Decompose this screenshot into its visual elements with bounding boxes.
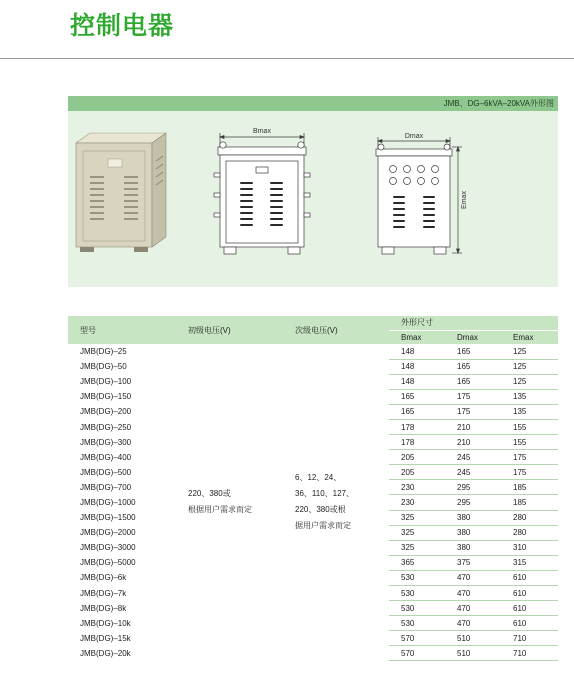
- col-header-dims-group: 外形尺寸: [389, 316, 558, 330]
- side-view-drawing: [376, 137, 462, 254]
- bmax-label: Bmax: [253, 128, 271, 135]
- emax-cell: 185: [501, 480, 558, 495]
- model-cell: JMB(DG)–1500: [68, 510, 176, 525]
- model-cell: JMB(DG)–1000: [68, 495, 176, 510]
- dmax-cell: 245: [445, 465, 501, 480]
- dmax-cell: 210: [445, 419, 501, 434]
- model-cell: JMB(DG)–200: [68, 404, 176, 419]
- model-cell: JMB(DG)–7k: [68, 586, 176, 601]
- secondary-voltage-line: 220、380或根: [295, 505, 346, 515]
- model-cell: JMB(DG)–100: [68, 374, 176, 389]
- bmax-cell: 230: [389, 480, 445, 495]
- dmax-label: Dmax: [404, 133, 424, 140]
- dmax-cell: 295: [445, 495, 501, 510]
- bmax-cell: 365: [389, 555, 445, 570]
- emax-cell: 155: [501, 435, 558, 450]
- dmax-cell: 470: [445, 586, 501, 601]
- secondary-voltage-cell: [283, 344, 389, 661]
- primary-voltage-cell: [176, 344, 283, 661]
- bmax-cell: 325: [389, 525, 445, 540]
- dmax-cell: 245: [445, 450, 501, 465]
- bmax-cell: 570: [389, 646, 445, 661]
- model-cell: JMB(DG)–700: [68, 480, 176, 495]
- dmax-cell: 380: [445, 540, 501, 555]
- model-cell: JMB(DG)–250: [68, 419, 176, 434]
- bmax-cell: 530: [389, 586, 445, 601]
- figure-panel: [68, 111, 558, 287]
- emax-cell: 135: [501, 389, 558, 404]
- secondary-voltage-line: 36、110、127、: [295, 489, 354, 499]
- col-header-bmax: Bmax: [389, 330, 445, 344]
- dmax-cell: 380: [445, 510, 501, 525]
- bmax-cell: 178: [389, 419, 445, 434]
- col-header-primary: 初级电压(V): [176, 316, 283, 344]
- table-row: [68, 344, 558, 359]
- emax-cell: 175: [501, 450, 558, 465]
- emax-cell: 315: [501, 555, 558, 570]
- bmax-cell: 148: [389, 374, 445, 389]
- bmax-cell: 165: [389, 389, 445, 404]
- bmax-cell: 530: [389, 570, 445, 585]
- bmax-cell: 148: [389, 344, 445, 359]
- bmax-cell: 530: [389, 601, 445, 616]
- secondary-voltage-line: 据用户需求而定: [295, 521, 351, 531]
- col-header-model: 型号: [68, 316, 176, 344]
- bmax-cell: 148: [389, 359, 445, 374]
- dmax-cell: 295: [445, 480, 501, 495]
- emax-cell: 125: [501, 374, 558, 389]
- emax-cell: 185: [501, 495, 558, 510]
- model-cell: JMB(DG)–6k: [68, 570, 176, 585]
- emax-cell: 710: [501, 631, 558, 646]
- emax-cell: 710: [501, 646, 558, 661]
- dmax-cell: 470: [445, 570, 501, 585]
- model-cell: JMB(DG)–10k: [68, 616, 176, 631]
- dmax-cell: 175: [445, 389, 501, 404]
- figure-caption: JMB、DG–6kVA–20kVA外形图: [68, 96, 558, 111]
- front-view-drawing: [214, 133, 310, 254]
- model-cell: JMB(DG)–25: [68, 344, 176, 359]
- emax-cell: 610: [501, 601, 558, 616]
- product-photo: [76, 133, 166, 252]
- emax-cell: 125: [501, 359, 558, 374]
- bmax-cell: 205: [389, 450, 445, 465]
- emax-cell: 175: [501, 465, 558, 480]
- model-cell: JMB(DG)–300: [68, 435, 176, 450]
- bmax-cell: 178: [389, 435, 445, 450]
- dmax-cell: 470: [445, 616, 501, 631]
- model-cell: JMB(DG)–3000: [68, 540, 176, 555]
- emax-cell: 125: [501, 344, 558, 359]
- emax-cell: 610: [501, 616, 558, 631]
- dmax-cell: 375: [445, 555, 501, 570]
- emax-cell: 310: [501, 540, 558, 555]
- dmax-cell: 165: [445, 344, 501, 359]
- emax-cell: 610: [501, 586, 558, 601]
- model-cell: JMB(DG)–8k: [68, 601, 176, 616]
- emax-cell: 280: [501, 525, 558, 540]
- title-divider: [0, 58, 574, 59]
- model-cell: JMB(DG)–400: [68, 450, 176, 465]
- model-cell: JMB(DG)–15k: [68, 631, 176, 646]
- model-cell: JMB(DG)–150: [68, 389, 176, 404]
- dmax-cell: 210: [445, 435, 501, 450]
- dmax-cell: 165: [445, 359, 501, 374]
- dmax-cell: 175: [445, 404, 501, 419]
- emax-cell: 610: [501, 570, 558, 585]
- spec-table: [68, 316, 558, 661]
- secondary-voltage-line: 6、12、24、: [295, 473, 342, 483]
- col-header-emax: Emax: [501, 330, 558, 344]
- bmax-cell: 230: [389, 495, 445, 510]
- model-cell: JMB(DG)–20k: [68, 646, 176, 661]
- bmax-cell: 530: [389, 616, 445, 631]
- model-cell: JMB(DG)–500: [68, 465, 176, 480]
- primary-voltage-line: 根据用户需求而定: [188, 505, 252, 515]
- emax-cell: 280: [501, 510, 558, 525]
- outline-drawings: [68, 111, 558, 287]
- bmax-cell: 325: [389, 510, 445, 525]
- bmax-cell: 325: [389, 540, 445, 555]
- emax-cell: 155: [501, 419, 558, 434]
- model-cell: JMB(DG)–5000: [68, 555, 176, 570]
- bmax-cell: 570: [389, 631, 445, 646]
- dmax-cell: 165: [445, 374, 501, 389]
- bmax-cell: 165: [389, 404, 445, 419]
- primary-voltage-line: 220、380或: [188, 489, 231, 499]
- model-cell: JMB(DG)–2000: [68, 525, 176, 540]
- dmax-cell: 470: [445, 601, 501, 616]
- model-cell: JMB(DG)–50: [68, 359, 176, 374]
- col-header-secondary: 次级电压(V): [283, 316, 389, 344]
- dmax-cell: 380: [445, 525, 501, 540]
- page-title: 控制电器: [70, 11, 175, 40]
- spec-table-body: [68, 344, 558, 661]
- dmax-cell: 510: [445, 631, 501, 646]
- bmax-cell: 205: [389, 465, 445, 480]
- emax-cell: 135: [501, 404, 558, 419]
- emax-label: Emax: [461, 191, 468, 209]
- col-header-dmax: Dmax: [445, 330, 501, 344]
- dmax-cell: 510: [445, 646, 501, 661]
